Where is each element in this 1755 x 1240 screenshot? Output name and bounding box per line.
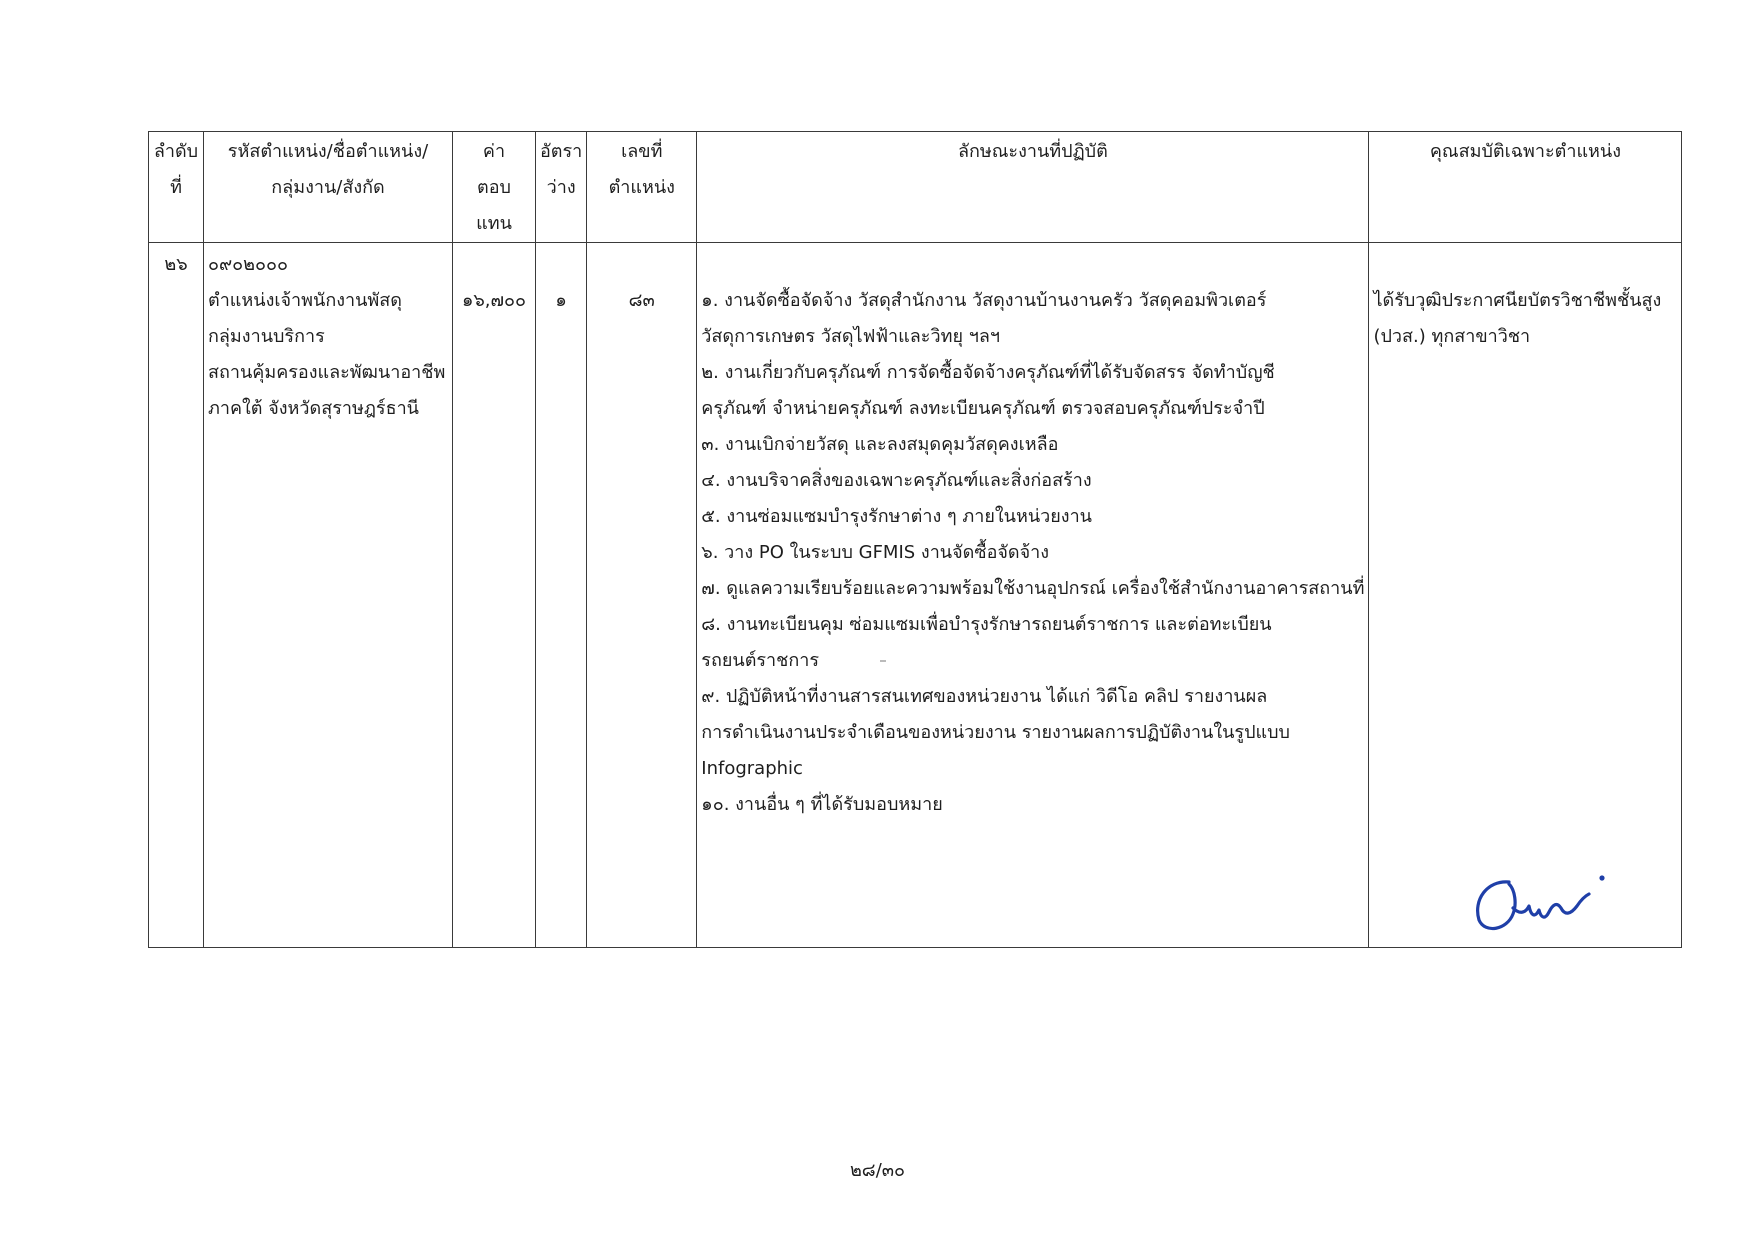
header-position (204, 132, 453, 243)
qualification-line: (ปวส.) ทุกสาขาวิชา (1373, 326, 1531, 347)
signature-image (1469, 868, 1619, 938)
cell-position-number (587, 243, 697, 948)
cell-position (204, 243, 453, 948)
cell-duties (697, 243, 1369, 948)
position-code: ๐๙๐๒๐๐๐ (208, 254, 288, 275)
pay-value: ๑๖,๗๐๐ (461, 290, 527, 311)
scan-mark (880, 660, 886, 662)
header-position-line2: กลุ่มงาน/สังกัด (271, 177, 385, 198)
header-order (149, 132, 204, 243)
duty-line: วัสดุการเกษตร วัสดุไฟฟ้าและวิทยุ ฯลฯ (701, 326, 1000, 347)
header-qualifications (1369, 132, 1682, 243)
duty-line: Infographic (701, 758, 803, 779)
position-line: สถานคุ้มครองและพัฒนาอาชีพ (208, 362, 446, 383)
duty-line: ๒. งานเกี่ยวกับครุภัณฑ์ การจัดซื้อจัดจ้างครุภัณฑ์ที่ได้รับจัดสรร จัดทำบัญชี (701, 362, 1275, 383)
duty-line: ๔. งานบริจาคสิ่งของเฉพาะครุภัณฑ์และสิ่งก่อสร้าง (701, 470, 1092, 491)
header-order-line1: ลำดับ (153, 141, 199, 162)
header-pay-line3: แทน (476, 213, 512, 234)
header-order-line2: ที่ (170, 177, 182, 198)
cell-order (149, 243, 204, 948)
duty-line: ๗. ดูแลความเรียบร้อยและความพร้อมใช้งานอุปกรณ์ เครื่องใช้สำนักงานอาคารสถานที่ (701, 578, 1365, 599)
duty-line: ๙. ปฏิบัติหน้าที่งานสารสนเทศของหน่วยงาน ได้แก่ วิดีโอ คลิป รายงานผล (701, 686, 1268, 707)
cell-qualifications (1369, 243, 1682, 948)
header-pay-line1: ค่า (482, 141, 506, 162)
header-number-line2: ตำแหน่ง (608, 177, 675, 198)
header-position-line1: รหัสตำแหน่ง/ชื่อตำแหน่ง/ (227, 141, 429, 162)
header-rate-line2: ว่าง (546, 177, 576, 198)
header-row (149, 132, 1682, 243)
header-pay (453, 132, 536, 243)
position-line: ภาคใต้ จังหวัดสุราษฎร์ธานี (208, 398, 419, 419)
qualification-line: ได้รับวุฒิประกาศนียบัตรวิชาชีพชั้นสูง (1373, 290, 1662, 311)
duty-line: ๘. งานทะเบียนคุม ซ่อมแซมเพื่อบำรุงรักษารถยนต์ราชการ และต่อทะเบียน (701, 614, 1272, 635)
duty-line: ๕. งานซ่อมแซมบำรุงรักษาต่าง ๆ ภายในหน่วยงาน (701, 506, 1092, 527)
header-number (587, 132, 697, 243)
cell-rate (536, 243, 587, 948)
header-qualifications-text: คุณสมบัติเฉพาะตำแหน่ง (1429, 141, 1622, 162)
position-line: กลุ่มงานบริการ (208, 326, 325, 347)
duty-line: รถยนต์ราชการ (701, 650, 820, 671)
position-line: ตำแหน่งเจ้าพนักงานพัสดุ (208, 290, 402, 311)
cell-pay (453, 243, 536, 948)
header-number-line1: เลขที่ (621, 141, 663, 162)
duty-line: ๑๐. งานอื่น ๆ ที่ได้รับมอบหมาย (701, 794, 943, 815)
header-duties-text: ลักษณะงานที่ปฏิบัติ (957, 141, 1108, 162)
page-number: ๒๘/๓๐ (849, 1160, 906, 1181)
header-duties (697, 132, 1369, 243)
duty-line: ๖. วาง PO ในระบบ GFMIS งานจัดซื้อจัดจ้าง (701, 542, 1050, 563)
rate-value: ๑ (555, 290, 567, 311)
header-rate-line1: อัตรา (540, 141, 583, 162)
duty-line: ๓. งานเบิกจ่ายวัสดุ และลงสมุดคุมวัสดุคงเหลือ (701, 434, 1059, 455)
duty-line: ๑. งานจัดซื้อจัดจ้าง วัสดุสำนักงาน วัสดุงานบ้านงานครัว วัสดุคอมพิวเตอร์ (701, 290, 1267, 311)
header-rate (536, 132, 587, 243)
table-row (149, 243, 1682, 948)
order-number: ๒๖ (164, 254, 188, 275)
duty-line: การดำเนินงานประจำเดือนของหน่วยงาน รายงานผลการปฏิบัติงานในรูปแบบ (701, 722, 1290, 743)
duty-line: ครุภัณฑ์ จำหน่ายครุภัณฑ์ ลงทะเบียนครุภัณฑ์ ตรวจสอบครุภัณฑ์ประจำปี (701, 398, 1265, 419)
header-pay-line2: ตอบ (477, 177, 511, 198)
position-table (148, 131, 1682, 948)
position-number-value: ๘๓ (628, 290, 655, 311)
